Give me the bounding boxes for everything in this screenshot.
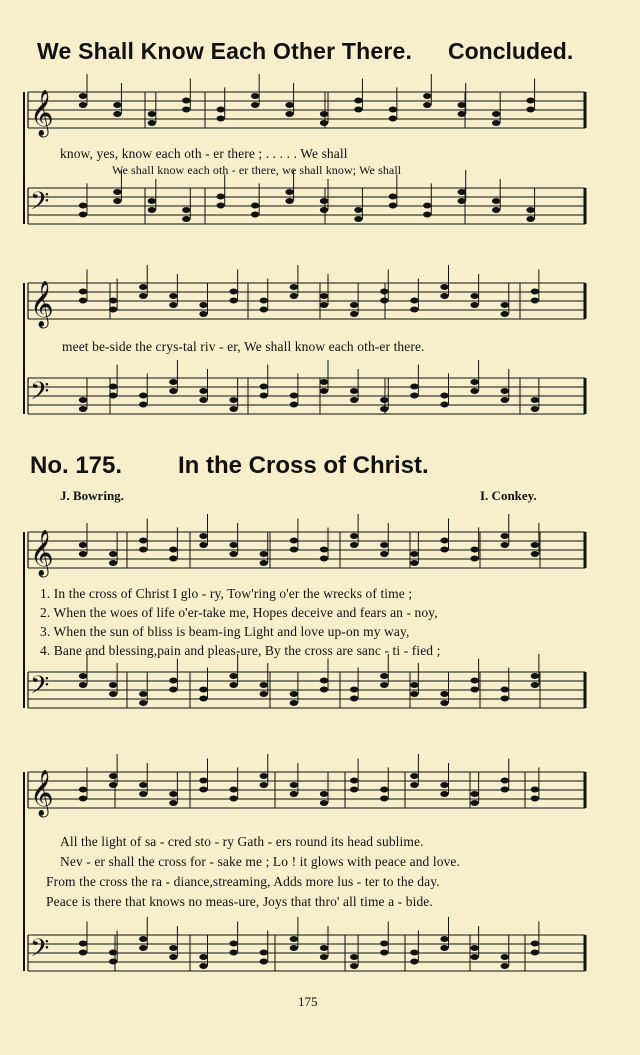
note-head [260,384,268,390]
note-head [290,547,298,553]
note-head [320,198,328,204]
bass-clef-icon: 𝄢 [30,187,50,222]
note-head [531,406,539,412]
note-head [320,791,328,797]
note-head [79,941,87,947]
note-head [531,397,539,403]
treble-clef-icon: 𝄞 [30,90,54,136]
note-head [79,551,87,557]
verse-3-line-a: 3. When the sun of bliss is beam-ing Light and love up-on my way, [40,624,410,639]
note-head [169,687,177,693]
note-head [380,950,388,956]
note-head [148,207,156,213]
note-head [139,691,147,697]
note-head [320,800,328,806]
note-head [320,945,328,951]
note-head [531,673,539,679]
note-head [531,950,539,956]
note-head [169,791,177,797]
note-head [169,800,177,806]
note-head [492,120,500,126]
note-head [389,203,397,209]
note-head [148,111,156,117]
note-head [423,102,431,108]
verse-4-line-a: 4. Bane and blessing,pain and pleas-ure, By the cross are sanc - ti - fied ; [40,643,441,658]
note-head [320,302,328,308]
note-head [199,533,207,539]
hymn-number: No. 175. [30,452,123,479]
note-head [260,560,268,566]
note-head [501,696,509,702]
note-head [320,111,328,117]
note-head [229,796,237,802]
note-head [260,691,268,697]
note-head [380,542,388,548]
lyricist-credit: J. Bowring. [60,488,124,503]
note-head [410,782,418,788]
note-head [320,293,328,299]
note-head [470,547,478,553]
note-head [440,402,448,408]
note-head [229,950,237,956]
note-head [169,293,177,299]
note-head [354,98,362,104]
note-head [199,388,207,394]
note-head [501,778,509,784]
note-head [380,673,388,679]
note-head [380,551,388,557]
note-head [320,687,328,693]
note-head [440,284,448,290]
note-head [410,773,418,779]
note-head [182,207,190,213]
note-head [350,954,358,960]
note-head [79,289,87,295]
note-head [470,293,478,299]
page-number: 175 [298,994,318,1009]
note-head [79,682,87,688]
note-head [109,551,117,557]
note-head [380,787,388,793]
note-head [470,556,478,562]
note-head [410,393,418,399]
lyric-line-3: meet be-side the crys-tal riv - er, We shall know each oth-er there. [62,339,425,354]
note-head [109,691,117,697]
note-head [260,950,268,956]
note-head [199,954,207,960]
note-head [182,98,190,104]
note-head [290,393,298,399]
note-head [251,93,259,99]
note-head [350,542,358,548]
note-head [350,311,358,317]
treble-clef-icon: 𝄞 [30,281,54,327]
note-head [113,189,121,195]
note-head [526,98,534,104]
note-head [199,397,207,403]
note-head [470,945,478,951]
note-head [229,787,237,793]
composer-credit: I. Conkey. [480,488,537,503]
note-head [501,687,509,693]
note-head [501,311,509,317]
note-head [380,796,388,802]
note-head [229,682,237,688]
note-head [531,941,539,947]
note-head [109,393,117,399]
note-head [217,116,225,122]
note-head [229,542,237,548]
note-head [229,289,237,295]
note-head [423,212,431,218]
note-head [79,542,87,548]
note-head [501,963,509,969]
note-head [410,950,418,956]
note-head [501,787,509,793]
note-head [526,107,534,113]
note-head [199,963,207,969]
note-head [251,212,259,218]
note-head [199,778,207,784]
note-head [290,936,298,942]
bass-clef-icon: 𝄢 [30,377,50,412]
note-head [380,406,388,412]
note-head [113,198,121,204]
note-head [320,678,328,684]
note-head [79,102,87,108]
note-head [458,189,466,195]
note-head [380,289,388,295]
note-head [389,116,397,122]
note-head [229,551,237,557]
note-head [139,547,147,553]
note-head [169,388,177,394]
note-head [389,107,397,113]
note-head [285,111,293,117]
note-head [440,782,448,788]
note-head [380,682,388,688]
note-head [470,379,478,385]
note-head [531,289,539,295]
note-head [531,298,539,304]
note-head [440,393,448,399]
note-head [109,682,117,688]
note-head [285,102,293,108]
note-head [410,560,418,566]
note-head [260,959,268,965]
note-head [109,560,117,566]
note-head [470,302,478,308]
note-head [79,796,87,802]
note-head [410,551,418,557]
note-head [260,551,268,557]
note-head [79,298,87,304]
note-head [229,673,237,679]
note-head [199,542,207,548]
note-head [410,959,418,965]
note-head [169,379,177,385]
note-head [199,696,207,702]
note-head [169,547,177,553]
note-head [501,302,509,308]
note-head [440,700,448,706]
note-head [526,216,534,222]
verse-4-line-b: Peace is there that knows no meas-ure, Joys that thro' all time a - bide. [46,894,433,909]
note-head [139,538,147,544]
note-head [79,673,87,679]
note-head [229,941,237,947]
song-title: We Shall Know Each Other There. [37,38,413,64]
note-head [501,397,509,403]
note-head [169,945,177,951]
note-head [320,379,328,385]
note-head [501,954,509,960]
note-head [139,700,147,706]
note-head [109,298,117,304]
note-head [410,298,418,304]
verse-2-line-b: Nev - er shall the cross for - sake me ; Lo ! it glows with peace and love. [60,854,461,869]
note-head [109,959,117,965]
note-head [169,302,177,308]
note-head [531,551,539,557]
note-head [113,111,121,117]
note-head [410,691,418,697]
note-head [290,691,298,697]
note-head [79,787,87,793]
note-head [410,682,418,688]
note-head [139,284,147,290]
lyric-line-2: We shall know each oth - er there, we shall know; We shall [112,163,402,177]
note-head [260,773,268,779]
note-head [350,533,358,539]
note-head [169,678,177,684]
note-head [251,102,259,108]
note-head [531,542,539,548]
note-head [354,207,362,213]
note-head [113,102,121,108]
note-head [501,388,509,394]
note-head [229,406,237,412]
note-head [139,791,147,797]
note-head [139,936,147,942]
note-head [79,212,87,218]
note-head [109,307,117,313]
note-head [290,284,298,290]
bass-clef-icon: 𝄢 [30,934,50,969]
note-head [199,787,207,793]
note-head [229,298,237,304]
note-head [320,120,328,126]
note-head [458,198,466,204]
note-head [169,954,177,960]
note-head [440,293,448,299]
note-head [260,307,268,313]
note-head [526,207,534,213]
note-head [350,388,358,394]
note-head [350,963,358,969]
note-head [470,388,478,394]
note-head [440,538,448,544]
note-head [290,700,298,706]
note-head [251,203,259,209]
note-head [182,216,190,222]
note-head [320,388,328,394]
note-head [260,298,268,304]
note-head [320,954,328,960]
note-head [410,307,418,313]
note-head [139,782,147,788]
treble-clef-icon: 𝄞 [30,770,54,816]
note-head [320,556,328,562]
note-head [139,945,147,951]
note-head [260,682,268,688]
note-head [350,787,358,793]
note-head [79,406,87,412]
treble-clef-icon: 𝄞 [30,530,54,576]
note-head [79,93,87,99]
note-head [139,402,147,408]
note-head [148,198,156,204]
note-head [350,778,358,784]
note-head [217,107,225,113]
note-head [290,538,298,544]
note-head [458,102,466,108]
note-head [320,547,328,553]
note-head [440,791,448,797]
note-head [423,93,431,99]
note-head [501,542,509,548]
note-head [109,773,117,779]
note-head [217,194,225,200]
note-head [109,782,117,788]
note-head [290,945,298,951]
note-head [229,397,237,403]
note-head [380,298,388,304]
note-head [109,384,117,390]
note-head [470,678,478,684]
note-head [458,111,466,117]
note-head [470,800,478,806]
note-head [109,950,117,956]
note-head [217,203,225,209]
note-head [290,782,298,788]
note-head [440,691,448,697]
lyric-line-1: know, yes, know each oth - er there ; . . . . . We shall [60,146,348,161]
note-head [260,393,268,399]
note-head [531,682,539,688]
note-head [79,950,87,956]
verse-3-line-b: From the cross the ra - diance,streaming, Adds more lus - ter to the day. [46,874,440,889]
verse-1-line-b: All the light of sa - cred sto - ry Gath - ers round its head sublime. [60,834,424,849]
note-head [440,945,448,951]
note-head [290,293,298,299]
note-head [380,941,388,947]
note-head [531,796,539,802]
note-head [79,397,87,403]
note-head [470,687,478,693]
note-head [354,216,362,222]
note-head [285,198,293,204]
note-head [320,207,328,213]
note-head [531,787,539,793]
note-head [79,203,87,209]
note-head [148,120,156,126]
note-head [423,203,431,209]
note-head [354,107,362,113]
verse-1-line-a: 1. In the cross of Christ I glo - ry, Tow'ring o'er the wrecks of time ; [40,586,413,601]
note-head [380,397,388,403]
note-head [290,402,298,408]
note-head [139,393,147,399]
note-head [492,198,500,204]
note-head [501,533,509,539]
note-head [410,384,418,390]
note-head [169,556,177,562]
song-title-suffix: Concluded. [448,38,574,64]
note-head [199,311,207,317]
note-head [350,397,358,403]
note-head [470,791,478,797]
note-head [350,687,358,693]
hymn-title: In the Cross of Christ. [178,452,429,479]
note-head [492,207,500,213]
verse-2-line-a: 2. When the woes of life o'er-take me, Hopes deceive and fears an - noy, [40,605,438,620]
note-head [290,791,298,797]
note-head [492,111,500,117]
note-head [199,687,207,693]
note-head [470,954,478,960]
note-head [260,782,268,788]
note-head [199,302,207,308]
note-head [440,547,448,553]
note-head [389,194,397,200]
note-head [350,302,358,308]
note-head [285,189,293,195]
note-head [182,107,190,113]
note-head [440,936,448,942]
note-head [350,696,358,702]
bass-clef-icon: 𝄢 [30,671,50,706]
note-head [139,293,147,299]
